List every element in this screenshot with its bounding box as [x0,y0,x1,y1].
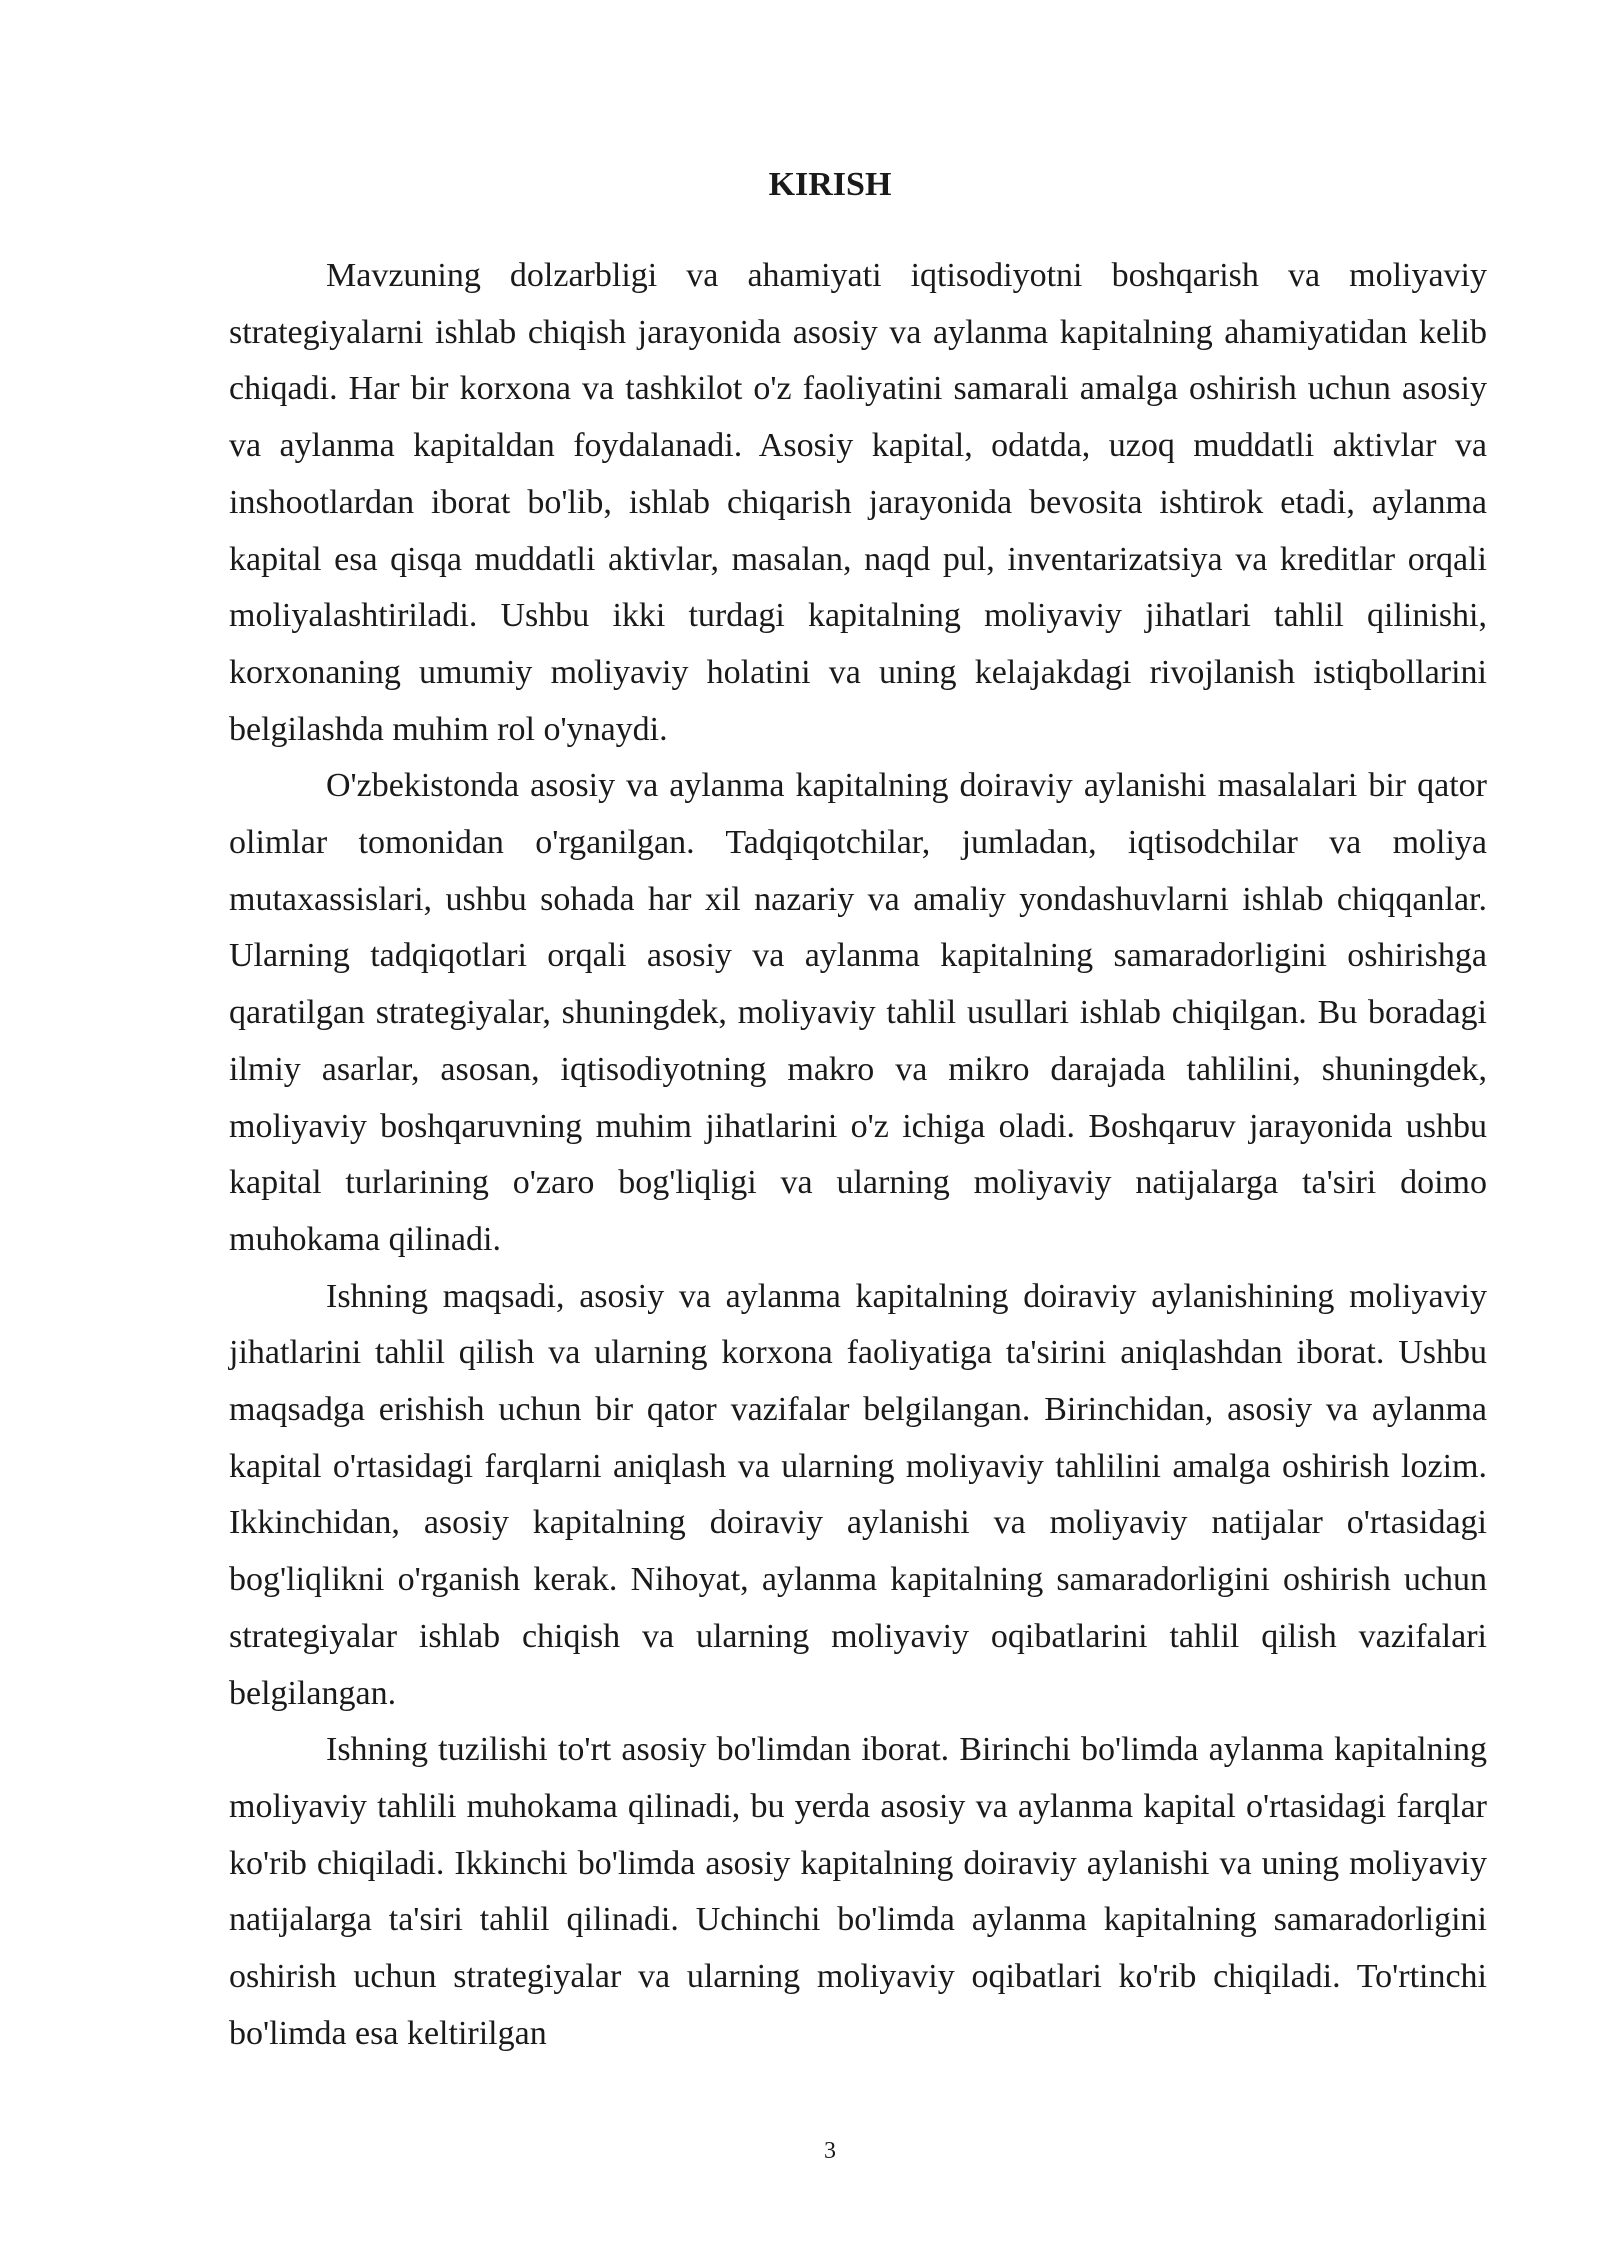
page-number: 3 [824,2138,836,2164]
paragraph-research-review: O'zbekistonda asosiy va aylanma kapitalning doiraviy aylanishi masalalari bir qator olimlar tomonidan o'rganilgan. Tadqiqotchilar, jumladan, iqtisodchilar va moliya mutaxassislari, ushbu sohada har xil nazariy va amaliy yondashuvlarni ishlab chiqqanlar. Ularning tadqiqotlari orqali asosiy va aylanma kapitalning samaradorligini oshirishga qaratilgan strategiyalar, shuningdek, moliyaviy tahlil usullari ishlab chiqilgan. Bu boradagi ilmiy asarlar, asosan, iqtisodiyotning makro va mikro darajada tahlilini, shuningdek, moliyaviy boshqaruvning muhim jihatlarini o'z ichiga oladi. Boshqaruv jarayonida ushbu kapital turlarining o'zaro bog'liqligi va ularning moliyaviy natijalarga ta'siri doimo muhokama qilinadi. [229,767,1487,1258]
paragraph-structure: Ishning tuzilishi to'rt asosiy bo'limdan iborat. Birinchi bo'limda aylanma kapitalning moliyaviy tahlili muhokama qilinadi, bu yerda asosiy va aylanma kapital o'rtasidagi farqlar ko'rib chiqiladi. Ikkinchi bo'limda asosiy kapitalning doiraviy aylanishi va uning moliyaviy natijalarga ta'siri tahlil qilinadi. Uchinchi bo'limda aylanma kapitalning samaradorligini oshirish uchun strategiyalar va ularning moliyaviy oqibatlari ko'rib chiqiladi. To'rtinchi bo'limda esa keltirilgan [229,1731,1487,2052]
paragraph-relevance: Mavzuning dolzarbligi va ahamiyati iqtisodiyotni boshqarish va moliyaviy strategiyalarni ishlab chiqish jarayonida asosiy va aylanma kapitalning ahamiyatidan kelib chiqadi. Har bir korxona va tashkilot o'z faoliyatini samarali amalga oshirish uchun asosiy va aylanma kapitaldan foydalanadi. Asosiy kapital, odatda, uzoq muddatli aktivlar va inshootlardan iborat bo'lib, ishlab chiqarish jarayonida bevosita ishtirok etadi, aylanma kapital esa qisqa muddatli aktivlar, masalan, naqd pul, inventarizatsiya va kreditlar orqali moliyalashtiriladi. Ushbu ikki turdagi kapitalning moliyaviy jihatlari tahlil qilinishi, korxonaning umumiy moliyaviy holatini va uning kelajakdagi rivojlanish istiqbollarini belgilashda muhim rol o'ynaydi. [229,257,1487,748]
paragraph-goal-tasks: Ishning maqsadi, asosiy va aylanma kapitalning doiraviy aylanishining moliyaviy jihatlarini tahlil qilish va ularning korxona faoliyatiga ta'sirini aniqlashdan iborat. Ushbu maqsadga erishish uchun bir qator vazifalar belgilangan. Birinchidan, asosiy va aylanma kapital o'rtasidagi farqlarni aniqlash va ularning moliyaviy tahlilini amalga oshirish lozim. Ikkinchidan, asosiy kapitalning doiraviy aylanishi va moliyaviy natijalar o'rtasidagi bog'liqlikni o'rganish kerak. Nihoyat, aylanma kapitalning samaradorligini oshirish uchun strategiyalar ishlab chiqish va ularning moliyaviy oqibatlarini tahlil qilish vazifalari belgilangan. [229,1277,1487,1712]
body-text [229,248,1487,2063]
page-title: KIRISH [768,166,892,203]
